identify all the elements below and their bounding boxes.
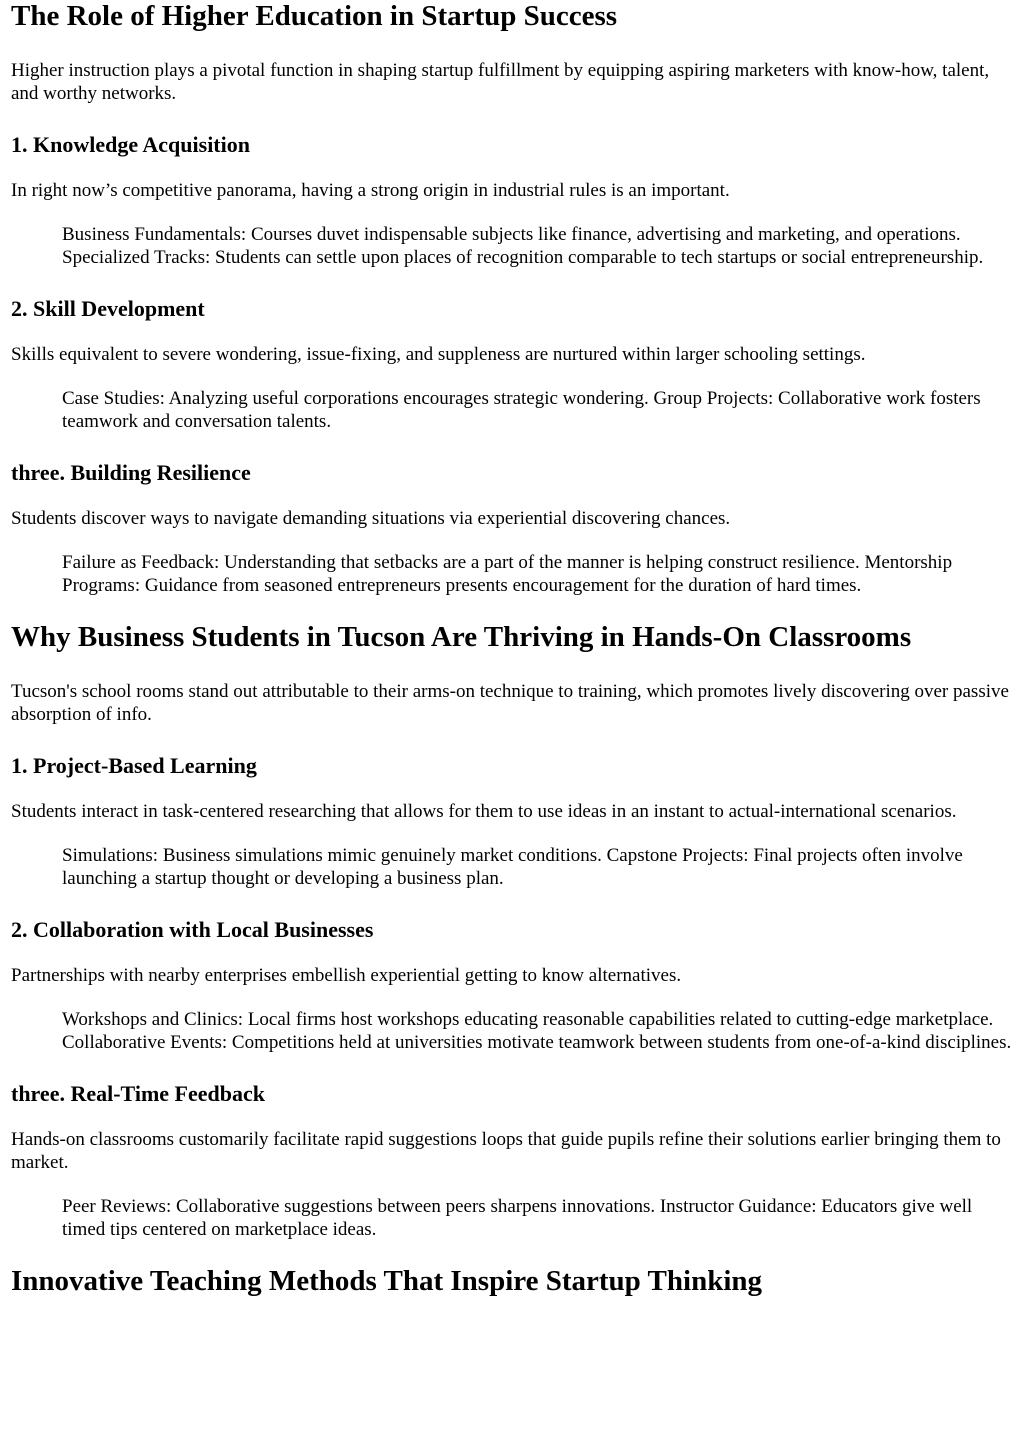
subsection-paragraph: In right now’s competitive panorama, having a strong origin in industrial rules is an important. [11, 180, 730, 201]
subsection-heading: 1. Knowledge Acquisition [11, 132, 250, 157]
subsection-quote: Case Studies: Analyzing useful corporations encourages strategic wondering. Group Projects: Collaborative work fosters teamwork and conversation talents. [62, 388, 981, 432]
subsection-heading: three. Real-Time Feedback [11, 1081, 265, 1106]
section-intro: Tucson's school rooms stand out attributable to their arms-on technique to training, which promotes lively discovering over passive absorption of info. [11, 681, 1009, 725]
subsection-heading: 1. Project-Based Learning [11, 753, 257, 778]
subsection-paragraph: Hands-on classrooms customarily facilitate rapid suggestions loops that guide pupils refine their solutions earlier bringing them to market. [11, 1129, 1001, 1173]
subsection-paragraph: Students interact in task-centered researching that allows for them to use ideas in an instant to actual-international scenarios. [11, 801, 957, 822]
section-intro: Higher instruction plays a pivotal function in shaping startup fulfillment by equipping aspiring marketers with know-how, talent, and worthy networks. [11, 60, 990, 104]
subsection-heading: 2. Collaboration with Local Businesses [11, 917, 374, 942]
subsection-heading: three. Building Resilience [11, 460, 251, 485]
subsection-quote: Business Fundamentals: Courses duvet indispensable subjects like finance, advertising and marketing, and operations. Specialized Tracks: Students can settle upon places of recognition comparable to tech startups or social entrepreneurship. [62, 224, 984, 268]
section-title: Innovative Teaching Methods That Inspire Startup Thinking [11, 1265, 763, 1297]
section-title: Why Business Students in Tucson Are Thriving in Hands-On Classrooms [11, 621, 912, 653]
subsection-paragraph: Partnerships with nearby enterprises embellish experiential getting to know alternatives. [11, 965, 682, 986]
subsection-heading: 2. Skill Development [11, 296, 205, 321]
subsection-quote: Peer Reviews: Collaborative suggestions between peers sharpens innovations. Instructor Guidance: Educators give well timed tips centered on marketplace ideas. [62, 1196, 973, 1240]
subsection-quote: Workshops and Clinics: Local firms host workshops educating reasonable capabilities related to cutting-edge marketplace. Collaborative Events: Competitions held at universities motivate teamwork between students from one-of-a-kind disciplines. [62, 1009, 1012, 1053]
subsection-paragraph: Students discover ways to navigate demanding situations via experiential discovering chances. [11, 508, 731, 529]
subsection-quote: Failure as Feedback: Understanding that setbacks are a part of the manner is helping construct resilience. Mentorship Programs: Guidance from seasoned entrepreneurs presents encouragement for the duration of hard times. [62, 552, 953, 596]
subsection-paragraph: Skills equivalent to severe wondering, issue-fixing, and suppleness are nurtured within larger schooling settings. [11, 344, 866, 365]
subsection-quote: Simulations: Business simulations mimic genuinely market conditions. Capstone Projects: Final projects often involve launching a startup thought or developing a business plan. [62, 845, 963, 889]
section-title: The Role of Higher Education in Startup Success [11, 0, 618, 32]
